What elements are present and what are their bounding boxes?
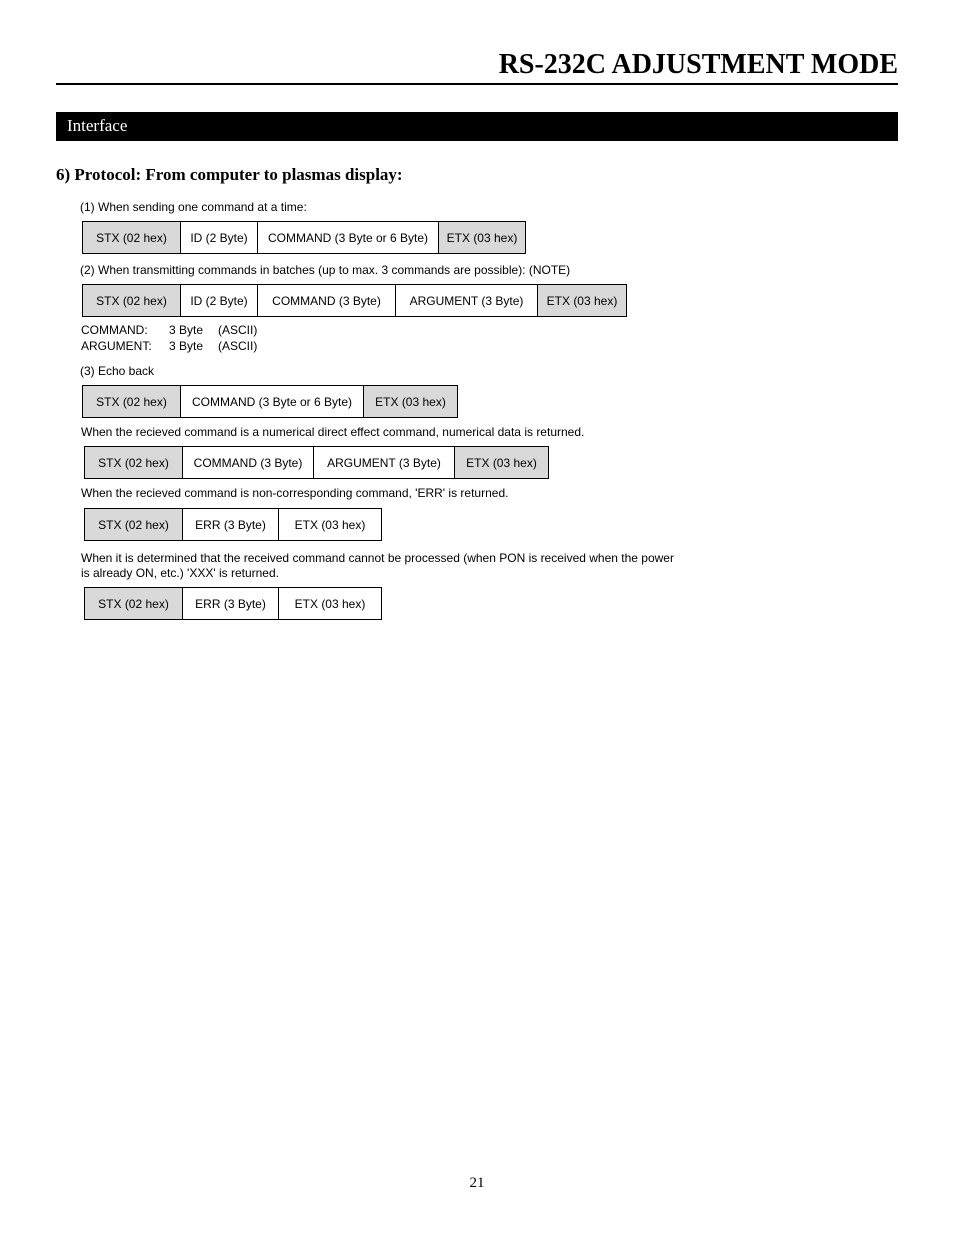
definition-format: (ASCII) — [218, 323, 258, 337]
definition-format: (ASCII) — [218, 339, 258, 353]
xxx-return-caption-line1: When it is determined that the received command cannot be processed (when PON is received when the power — [81, 551, 674, 565]
frame-cell-stx: STX (02 hex) — [85, 588, 183, 619]
frame-cell-etx: ETX (03 hex) — [279, 588, 381, 619]
frame-cell-stx: STX (02 hex) — [85, 447, 183, 478]
page-title: RS-232C ADJUSTMENT MODE — [498, 49, 898, 80]
frame-cell-etx: ETX (03 hex) — [364, 386, 457, 417]
part2-frame — [82, 284, 627, 317]
definition-size: 3 Byte — [169, 323, 204, 337]
title-rule — [56, 83, 898, 85]
frame-cell-err: ERR (3 Byte) — [183, 588, 279, 619]
frame-cell-err: ERR (3 Byte) — [183, 509, 279, 540]
numeric-return-frame — [84, 446, 549, 479]
subsection-title: 6) Protocol: From computer to plasmas display: — [56, 165, 403, 184]
frame-cell-id: ID (2 Byte) — [181, 285, 258, 316]
frame-cell-argument: ARGUMENT (3 Byte) — [396, 285, 538, 316]
frame-cell-etx: ETX (03 hex) — [538, 285, 626, 316]
frame-cell-stx: STX (02 hex) — [83, 386, 181, 417]
definition-term: COMMAND: — [81, 323, 148, 337]
frame-cell-command: COMMAND (3 Byte or 6 Byte) — [258, 222, 439, 253]
frame-cell-command: COMMAND (3 Byte) — [183, 447, 314, 478]
frame-cell-command: COMMAND (3 Byte) — [258, 285, 396, 316]
part3-caption: (3) Echo back — [80, 364, 155, 378]
part3-frame — [82, 385, 458, 418]
definition-term: ARGUMENT: — [81, 339, 152, 353]
frame-cell-id: ID (2 Byte) — [181, 222, 258, 253]
frame-cell-stx: STX (02 hex) — [83, 285, 181, 316]
numeric-return-caption: When the recieved command is a numerical direct effect command, numerical data is returned. — [81, 425, 585, 439]
frame-cell-etx: ETX (03 hex) — [279, 509, 381, 540]
xxx-return-caption-line2: is already ON, etc.) 'XXX' is returned. — [81, 566, 279, 580]
frame-cell-command: COMMAND (3 Byte or 6 Byte) — [181, 386, 364, 417]
definition-size: 3 Byte — [169, 339, 204, 353]
part1-caption: (1) When sending one command at a time: — [80, 200, 307, 214]
frame-cell-argument: ARGUMENT (3 Byte) — [314, 447, 455, 478]
err-return-caption: When the recieved command is non-corresponding command, 'ERR' is returned. — [81, 486, 509, 500]
frame-cell-etx: ETX (03 hex) — [439, 222, 525, 253]
definition-command — [81, 322, 257, 338]
xxx-return-frame — [84, 587, 382, 620]
frame-cell-stx: STX (02 hex) — [83, 222, 181, 253]
part2-caption: (2) When transmitting commands in batches (up to max. 3 commands are possible): (NOTE) — [80, 263, 571, 277]
page-number: 21 — [469, 1175, 485, 1191]
err-return-frame — [84, 508, 382, 541]
section-header-bar: Interface — [56, 112, 898, 141]
frame-cell-etx: ETX (03 hex) — [455, 447, 548, 478]
frame-cell-stx: STX (02 hex) — [85, 509, 183, 540]
part1-frame — [82, 221, 526, 254]
definition-argument — [81, 338, 257, 354]
